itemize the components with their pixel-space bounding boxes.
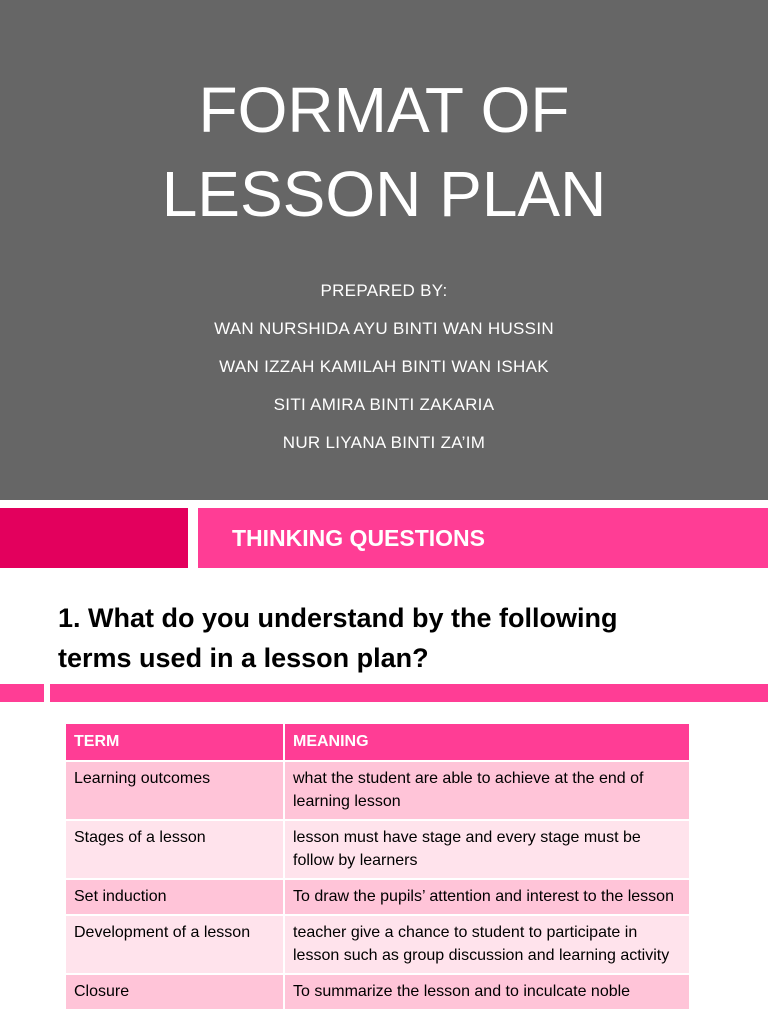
author-name: SITI AMIRA BINTI ZAKARIA <box>273 395 495 414</box>
term-cell: Stages of a lesson <box>65 820 284 879</box>
meaning-cell: lesson must have stage and every stage must be follow by learners <box>284 820 690 879</box>
terms-table <box>64 722 691 1011</box>
prepared-by-list <box>0 272 768 462</box>
meaning-cell: To summarize the lesson and to inculcate noble <box>284 974 690 1010</box>
slide-separator <box>0 500 768 508</box>
table-row <box>65 820 690 879</box>
author-name: NUR LIYANA BINTI ZA’IM <box>282 433 486 452</box>
table-row <box>65 915 690 974</box>
question-line-2: terms used in a lesson plan? <box>58 643 429 673</box>
table-row <box>65 761 690 820</box>
table-row <box>65 974 690 1010</box>
term-cell: Closure <box>65 974 284 1010</box>
author-name: WAN NURSHIDA AYU BINTI WAN HUSSIN <box>214 319 554 338</box>
divider-right <box>50 684 768 702</box>
divider-left <box>0 684 44 702</box>
main-title-line-1: FORMAT OF <box>198 74 570 146</box>
term-cell: Learning outcomes <box>65 761 284 820</box>
header-meaning: MEANING <box>284 723 690 761</box>
meaning-cell: what the student are able to achieve at the end of learning lesson <box>284 761 690 820</box>
main-title <box>0 68 768 236</box>
header-term: TERM <box>65 723 284 761</box>
meaning-cell: teacher give a chance to student to participate in lesson such as group discussion and learning activity <box>284 915 690 974</box>
section-band-left <box>0 508 188 568</box>
section-title: THINKING QUESTIONS <box>232 525 486 551</box>
title-slide <box>0 0 768 500</box>
section-band <box>198 508 768 568</box>
main-title-line-2: LESSON PLAN <box>161 158 607 230</box>
table-row <box>65 879 690 915</box>
table-header-row <box>65 723 690 761</box>
term-cell: Set induction <box>65 879 284 915</box>
question-line-1: 1. What do you understand by the following <box>58 603 618 633</box>
question-heading <box>58 598 748 678</box>
author-name: WAN IZZAH KAMILAH BINTI WAN ISHAK <box>219 357 549 376</box>
prepared-by-label: PREPARED BY: <box>320 281 448 300</box>
meaning-cell: To draw the pupils’ attention and interest to the lesson <box>284 879 690 915</box>
term-cell: Development of a lesson <box>65 915 284 974</box>
